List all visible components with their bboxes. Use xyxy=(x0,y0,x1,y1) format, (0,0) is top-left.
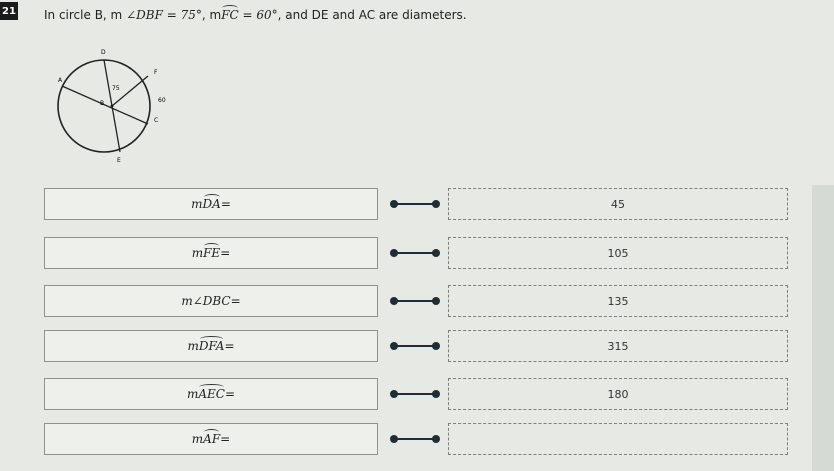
match-prompt-prefix: m xyxy=(191,432,204,446)
label-b: B xyxy=(100,100,105,107)
match-answer-box[interactable] xyxy=(448,330,788,362)
label-f: F xyxy=(154,69,158,76)
match-prompt-suffix: = xyxy=(224,339,235,353)
match-answer-value: 180 xyxy=(607,387,629,401)
connector-dot-left[interactable] xyxy=(390,200,398,208)
match-answer-box[interactable] xyxy=(448,285,788,317)
connector-line xyxy=(394,300,436,302)
match-prompt-suffix: = xyxy=(230,294,241,308)
match-answer-box[interactable] xyxy=(448,188,788,220)
question-prompt xyxy=(44,8,467,22)
question-number: 21 xyxy=(0,2,18,20)
circle-diagram xyxy=(50,40,180,170)
label-angle-75: 75 xyxy=(112,85,120,92)
connector-dot-right[interactable] xyxy=(432,435,440,443)
diameter-ac xyxy=(62,86,148,124)
match-prompt-box[interactable] xyxy=(44,237,378,269)
connector-dot-left[interactable] xyxy=(390,390,398,398)
prompt-angle: ∠DBF = 75° xyxy=(126,8,202,22)
match-prompt-box[interactable] xyxy=(44,330,378,362)
connector-dot-left[interactable] xyxy=(390,435,398,443)
connector-dot-left[interactable] xyxy=(390,342,398,350)
match-connector[interactable] xyxy=(390,199,440,209)
match-prompt-arc: AF xyxy=(203,432,221,446)
match-prompt-arc: DA xyxy=(202,197,221,211)
connector-dot-left[interactable] xyxy=(390,297,398,305)
label-c: C xyxy=(154,117,159,124)
match-connector[interactable] xyxy=(390,296,440,306)
match-connector[interactable] xyxy=(390,389,440,399)
match-answer-value: 105 xyxy=(607,246,629,260)
match-answer-value: 315 xyxy=(607,339,629,353)
label-arc-60: 60 xyxy=(158,97,166,104)
match-prompt-prefix: m xyxy=(186,387,199,401)
match-prompt-arc: AEC xyxy=(198,387,225,401)
connector-dot-right[interactable] xyxy=(432,200,440,208)
connector-dot-left[interactable] xyxy=(390,249,398,257)
prompt-lead: In circle B, m xyxy=(44,8,123,22)
label-a: A xyxy=(58,77,63,84)
connector-dot-right[interactable] xyxy=(432,342,440,350)
label-d: D xyxy=(101,49,106,56)
match-answer-value: 45 xyxy=(611,197,625,211)
prompt-arc-value: = 60° xyxy=(238,8,278,22)
match-prompt-arc: FE xyxy=(203,246,221,260)
connector-dot-right[interactable] xyxy=(432,297,440,305)
match-prompt-suffix: = xyxy=(220,246,231,260)
match-prompt-suffix: = xyxy=(224,387,236,401)
match-prompt-box[interactable] xyxy=(44,285,378,317)
prompt-arc-prefix: , m xyxy=(201,8,222,22)
connector-line xyxy=(394,345,436,347)
match-connector[interactable] xyxy=(390,341,440,351)
connector-line xyxy=(394,438,436,440)
connector-dot-right[interactable] xyxy=(432,390,440,398)
match-prompt-box[interactable] xyxy=(44,423,378,455)
match-answer-box[interactable] xyxy=(448,423,788,455)
match-prompt-arc: DFA xyxy=(198,339,225,353)
connector-dot-right[interactable] xyxy=(432,249,440,257)
match-prompt-prefix: m xyxy=(191,246,204,260)
connector-line xyxy=(394,203,436,205)
match-prompt-prefix: m∠DBC xyxy=(181,294,231,308)
edge-strip xyxy=(812,185,834,471)
match-prompt-box[interactable] xyxy=(44,188,378,220)
center-point xyxy=(111,105,114,108)
match-prompt-prefix: m xyxy=(187,339,199,353)
match-prompt-suffix: = xyxy=(220,432,231,446)
match-answer-box[interactable] xyxy=(448,237,788,269)
connector-line xyxy=(394,252,436,254)
match-answer-value: 135 xyxy=(607,294,629,308)
match-prompt-suffix: = xyxy=(220,197,231,211)
connector-line xyxy=(394,393,436,395)
label-e: E xyxy=(117,157,121,164)
match-prompt-box[interactable] xyxy=(44,378,378,410)
prompt-arc-name: FC xyxy=(221,8,239,22)
match-connector[interactable] xyxy=(390,434,440,444)
match-connector[interactable] xyxy=(390,248,440,258)
prompt-tail: , and DE and AC are diameters. xyxy=(277,8,467,22)
match-prompt-prefix: m xyxy=(191,197,203,211)
match-answer-box[interactable] xyxy=(448,378,788,410)
